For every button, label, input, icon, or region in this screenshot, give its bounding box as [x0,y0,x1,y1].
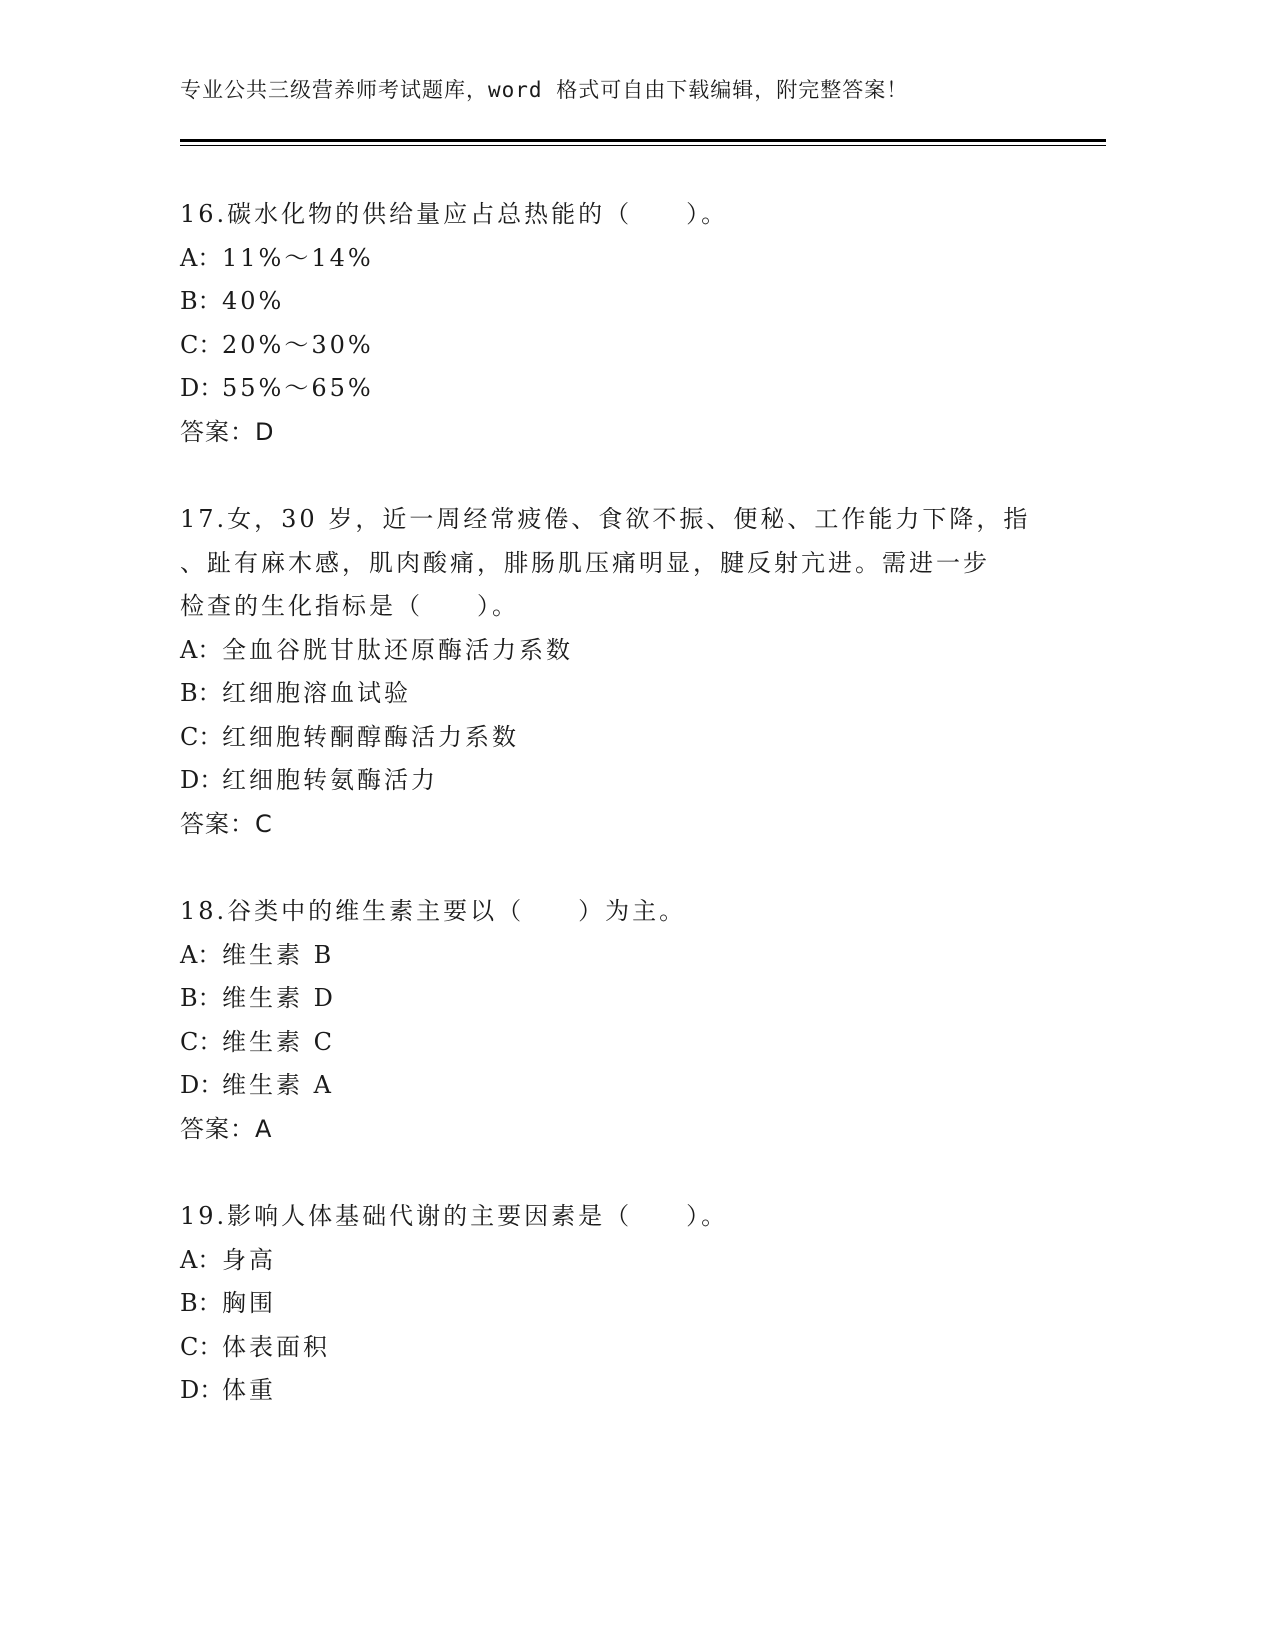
option-prefix: B： [180,287,222,315]
question-stem: 17.女，30 岁，近一周经常疲倦、食欲不振、便秘、工作能力下降，指 [180,505,1031,533]
option-a [180,1239,1080,1283]
page-header-note: 专业公共三级营养师考试题库，word 格式可自由下载编辑，附完整答案！ [180,78,909,102]
option-text: 维生素 C [222,1027,335,1056]
option-d [180,759,1080,803]
answer-line: 答案：C [180,809,273,838]
option-text: 红细胞转氨酶活力 [222,766,438,794]
option-a [180,934,1080,978]
option-prefix: C： [180,1027,223,1056]
option-text: 胸围 [222,1289,276,1317]
option-text: 20%～30% [222,330,374,359]
option-prefix: D： [180,1376,224,1404]
option-c [180,324,1080,368]
option-b [180,1282,1080,1326]
option-prefix: D： [180,1071,224,1099]
option-c [180,1021,1080,1065]
option-prefix: B： [180,679,222,707]
option-prefix: D： [180,374,224,402]
question-stem: 、趾有麻木感，肌肉酸痛，腓肠肌压痛明显，腱反射亢进。需进一步 [180,548,990,577]
option-d [180,367,1080,411]
option-text: 55%～65% [222,374,374,402]
question-19 [180,1195,1080,1413]
answer-line: 答案：A [180,1114,273,1143]
question-stem: 检查的生化指标是（ ）。 [180,592,519,620]
option-text: 11%～14% [222,243,374,272]
option-d [180,1064,1080,1108]
option-prefix: A： [180,940,222,969]
option-b [180,672,1080,716]
option-prefix: A： [180,635,222,664]
option-text: 体表面积 [222,1332,330,1361]
option-prefix: C： [180,1332,223,1361]
option-c [180,716,1080,760]
option-prefix: A： [180,1245,222,1274]
question-16 [180,193,1080,454]
option-b [180,977,1080,1021]
option-text: 红细胞转酮醇酶活力系数 [222,722,519,751]
option-b [180,280,1080,324]
option-prefix: D： [180,766,224,794]
option-d [180,1369,1080,1413]
option-c [180,1326,1080,1370]
option-prefix: B： [180,1289,222,1317]
option-a [180,629,1080,673]
option-text: 维生素 D [222,984,336,1012]
header-rule-thick [180,139,1106,142]
option-text: 红细胞溶血试验 [222,679,411,707]
option-text: 维生素 A [222,1071,334,1099]
question-17 [180,498,1080,846]
question-18 [180,890,1080,1151]
option-prefix: A： [180,243,222,272]
option-text: 维生素 B [222,940,335,969]
header-rule-thin [180,145,1106,146]
option-text: 体重 [222,1376,276,1404]
question-stem: 18.谷类中的维生素主要以（ ）为主。 [180,897,687,925]
option-prefix: B： [180,984,222,1012]
option-text: 身高 [222,1245,276,1274]
option-a [180,237,1080,281]
answer-line: 答案：D [180,417,275,446]
question-stem: 19.影响人体基础代谢的主要因素是（ ）。 [180,1202,729,1230]
option-text: 40% [222,287,285,315]
question-stem: 16.碳水化物的供给量应占总热能的（ ）。 [180,200,729,228]
option-text: 全血谷胱甘肽还原酶活力系数 [222,635,573,664]
option-prefix: C： [180,330,223,359]
option-prefix: C： [180,722,223,751]
